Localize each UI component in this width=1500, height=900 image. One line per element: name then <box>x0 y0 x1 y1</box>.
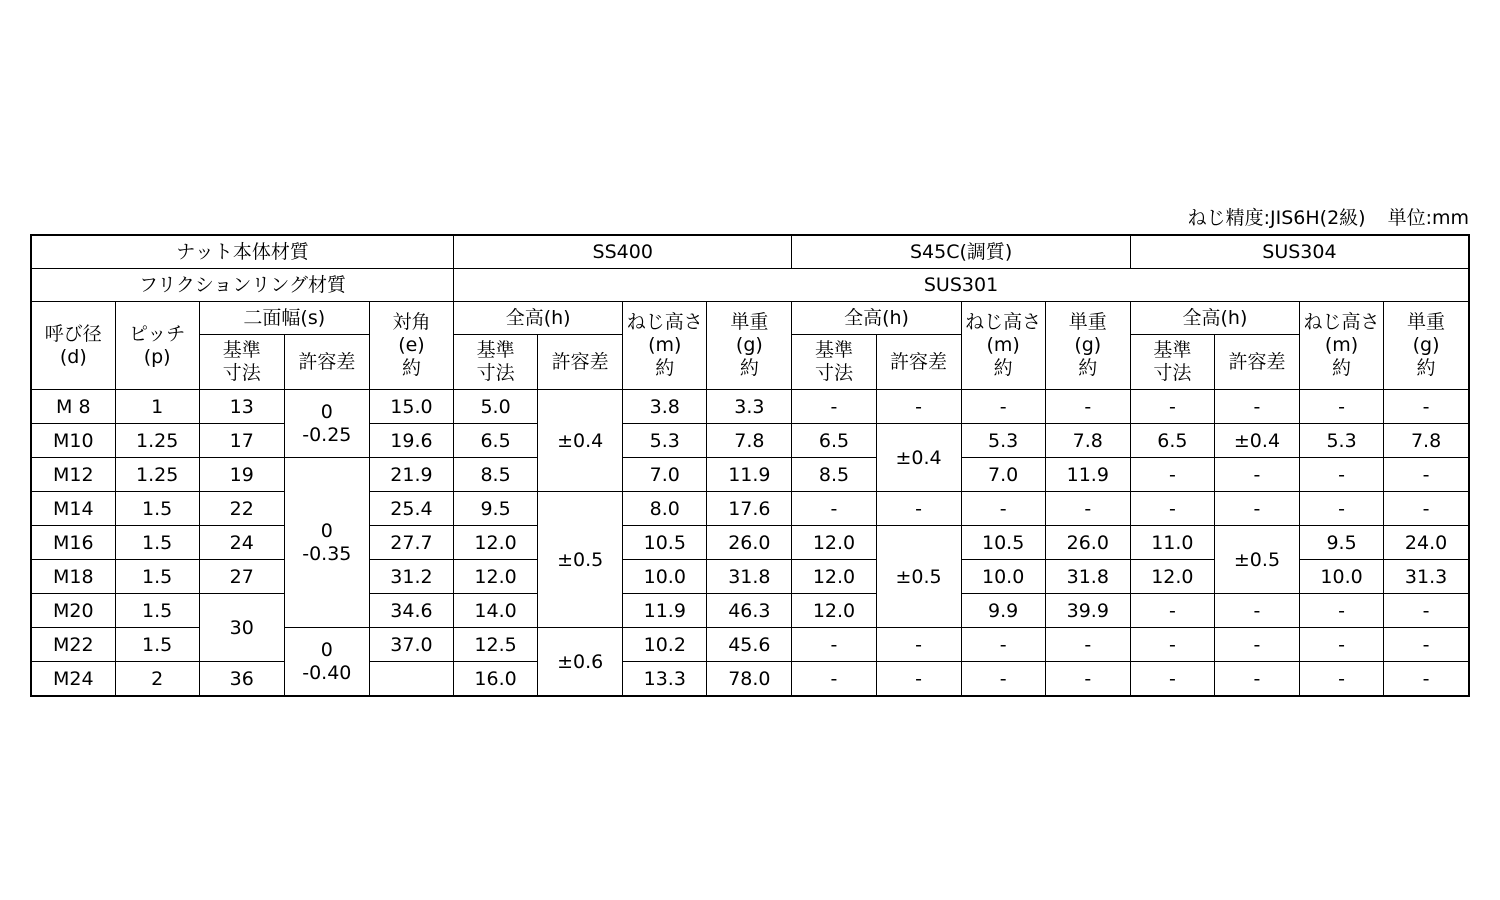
cell-sus-thread-height: - <box>1300 390 1384 424</box>
cell-width-tolerance: 0 -0.40 <box>284 628 369 697</box>
cell-width: 13 <box>199 390 284 424</box>
cell-s45-thread-height: 5.3 <box>961 424 1045 458</box>
table-row <box>31 594 1469 628</box>
cell-sus-weight: - <box>1384 492 1469 526</box>
cell-s45-height-tolerance: - <box>876 492 961 526</box>
s45-weight-header: 単重 (g) 約 <box>1045 302 1130 390</box>
cell-ss-thread-height: 10.0 <box>623 560 707 594</box>
cell-nominal: M10 <box>31 424 115 458</box>
cell-ss-thread-height: 8.0 <box>623 492 707 526</box>
cell-diagonal: 37.0 <box>369 628 453 662</box>
cell-diagonal: 27.7 <box>369 526 453 560</box>
cell-sus-weight: - <box>1384 390 1469 424</box>
material-row <box>31 235 1469 269</box>
cell-pitch: 1.5 <box>115 492 199 526</box>
sus-thread-height-header: ねじ高さ (m) 約 <box>1300 302 1384 390</box>
cell-width: 36 <box>199 662 284 697</box>
s45-height-tolerance-header: 許容差 <box>876 335 961 390</box>
cell-ss-thread-height: 3.8 <box>623 390 707 424</box>
cell-nominal: M20 <box>31 594 115 628</box>
spec-note <box>1188 203 1469 230</box>
s45-thread-height-header: ねじ高さ (m) 約 <box>961 302 1045 390</box>
cell-sus-weight: - <box>1384 662 1469 697</box>
cell-ss-height: 12.0 <box>454 560 538 594</box>
cell-ss-weight: 17.6 <box>707 492 792 526</box>
table-row <box>31 662 1469 697</box>
cell-sus-height-tolerance: - <box>1214 594 1299 628</box>
cell-ss-height: 6.5 <box>454 424 538 458</box>
ss-height-tolerance-header: 許容差 <box>538 335 623 390</box>
width-across-flats-header: 二面幅(s) <box>199 302 369 335</box>
cell-s45-height-tolerance: - <box>876 628 961 662</box>
cell-sus-height-tolerance: - <box>1214 628 1299 662</box>
cell-sus-height-tolerance: ±0.5 <box>1214 526 1299 594</box>
cell-s45-weight: 11.9 <box>1045 458 1130 492</box>
cell-ss-weight: 45.6 <box>707 628 792 662</box>
cell-sus-height-tolerance: - <box>1214 390 1299 424</box>
cell-s45-thread-height: 7.0 <box>961 458 1045 492</box>
cell-s45-weight: 26.0 <box>1045 526 1130 560</box>
cell-sus-weight: 7.8 <box>1384 424 1469 458</box>
ss-height-base-header: 基準 寸法 <box>454 335 538 390</box>
sus-height-header: 全高(h) <box>1130 302 1299 335</box>
cell-ss-height: 14.0 <box>454 594 538 628</box>
cell-pitch: 1.5 <box>115 526 199 560</box>
cell-ss-weight: 46.3 <box>707 594 792 628</box>
cell-ss-weight: 26.0 <box>707 526 792 560</box>
cell-width-tolerance: 0 -0.25 <box>284 390 369 458</box>
cell-s45-weight: - <box>1045 390 1130 424</box>
cell-sus-height: - <box>1130 662 1214 697</box>
cell-s45-height: 12.0 <box>792 594 876 628</box>
table-row <box>31 526 1469 560</box>
nut-material-label: ナット本体材質 <box>31 235 454 269</box>
cell-sus-height-tolerance: - <box>1214 492 1299 526</box>
cell-ss-weight: 7.8 <box>707 424 792 458</box>
cell-s45-height: - <box>792 390 876 424</box>
nominal-diameter-header: 呼び径 (d) <box>31 302 115 390</box>
unit-note: 単位:mm <box>1387 207 1469 229</box>
ring-material-label: フリクションリング材質 <box>31 269 454 302</box>
cell-width-tolerance: 0 -0.35 <box>284 458 369 628</box>
cell-width: 24 <box>199 526 284 560</box>
cell-sus-height: 12.0 <box>1130 560 1214 594</box>
cell-nominal: M14 <box>31 492 115 526</box>
column-header-row <box>31 302 1469 335</box>
cell-sus-weight: - <box>1384 594 1469 628</box>
cell-ss-height: 12.5 <box>454 628 538 662</box>
cell-nominal: M12 <box>31 458 115 492</box>
cell-s45-weight: - <box>1045 628 1130 662</box>
cell-s45-thread-height: 9.9 <box>961 594 1045 628</box>
cell-sus-weight: 31.3 <box>1384 560 1469 594</box>
cell-sus-thread-height: - <box>1300 458 1384 492</box>
cell-pitch: 2 <box>115 662 199 697</box>
cell-pitch: 1.5 <box>115 628 199 662</box>
table-row <box>31 458 1469 492</box>
table-row <box>31 424 1469 458</box>
cell-diagonal: 31.2 <box>369 560 453 594</box>
cell-diagonal <box>369 662 453 697</box>
cell-ss-height-tolerance: ±0.6 <box>538 628 623 697</box>
cell-s45-thread-height: - <box>961 390 1045 424</box>
cell-nominal: M 8 <box>31 390 115 424</box>
cell-sus-weight: - <box>1384 458 1469 492</box>
cell-ss-thread-height: 11.9 <box>623 594 707 628</box>
cell-ss-height: 5.0 <box>454 390 538 424</box>
cell-width: 19 <box>199 458 284 492</box>
cell-ss-weight: 31.8 <box>707 560 792 594</box>
cell-s45-weight: 31.8 <box>1045 560 1130 594</box>
width-base-header: 基準 寸法 <box>199 335 284 390</box>
cell-sus-thread-height: 9.5 <box>1300 526 1384 560</box>
cell-sus-thread-height: - <box>1300 492 1384 526</box>
cell-sus-height: - <box>1130 628 1214 662</box>
cell-s45-height: - <box>792 628 876 662</box>
nut-spec-table <box>30 234 1470 697</box>
cell-nominal: M16 <box>31 526 115 560</box>
cell-diagonal: 25.4 <box>369 492 453 526</box>
cell-pitch: 1.5 <box>115 594 199 628</box>
ring-material-row <box>31 269 1469 302</box>
s45-height-header: 全高(h) <box>792 302 961 335</box>
cell-diagonal: 15.0 <box>369 390 453 424</box>
cell-s45-height-tolerance: ±0.5 <box>876 526 961 628</box>
cell-s45-height-tolerance: - <box>876 662 961 697</box>
cell-width: 30 <box>199 594 284 662</box>
cell-sus-thread-height: - <box>1300 662 1384 697</box>
cell-sus-height: 6.5 <box>1130 424 1214 458</box>
cell-pitch: 1.25 <box>115 424 199 458</box>
table-row <box>31 390 1469 424</box>
cell-s45-thread-height: - <box>961 628 1045 662</box>
width-tolerance-header: 許容差 <box>284 335 369 390</box>
diagonal-header: 対角 (e) 約 <box>369 302 453 390</box>
cell-ss-weight: 3.3 <box>707 390 792 424</box>
cell-sus-thread-height: - <box>1300 594 1384 628</box>
cell-s45-height: - <box>792 492 876 526</box>
material-sus304: SUS304 <box>1130 235 1469 269</box>
cell-s45-weight: 39.9 <box>1045 594 1130 628</box>
cell-sus-height-tolerance: - <box>1214 458 1299 492</box>
table-row <box>31 492 1469 526</box>
cell-width: 17 <box>199 424 284 458</box>
cell-sus-thread-height: 5.3 <box>1300 424 1384 458</box>
cell-sus-height: - <box>1130 390 1214 424</box>
cell-s45-thread-height: - <box>961 492 1045 526</box>
s45-height-base-header: 基準 寸法 <box>792 335 876 390</box>
cell-ss-thread-height: 10.2 <box>623 628 707 662</box>
cell-sus-height-tolerance: ±0.4 <box>1214 424 1299 458</box>
cell-ss-height: 9.5 <box>454 492 538 526</box>
cell-s45-height-tolerance: - <box>876 390 961 424</box>
material-ss400: SS400 <box>454 235 792 269</box>
cell-s45-thread-height: 10.0 <box>961 560 1045 594</box>
cell-s45-weight: 7.8 <box>1045 424 1130 458</box>
sus-weight-header: 単重 (g) 約 <box>1384 302 1469 390</box>
sus-height-base-header: 基準 寸法 <box>1130 335 1214 390</box>
cell-ss-thread-height: 5.3 <box>623 424 707 458</box>
cell-sus-weight: 24.0 <box>1384 526 1469 560</box>
cell-ss-thread-height: 13.3 <box>623 662 707 697</box>
cell-s45-weight: - <box>1045 662 1130 697</box>
cell-width: 22 <box>199 492 284 526</box>
ss-thread-height-header: ねじ高さ (m) 約 <box>623 302 707 390</box>
cell-ss-weight: 11.9 <box>707 458 792 492</box>
cell-ss-height: 12.0 <box>454 526 538 560</box>
cell-s45-height: 8.5 <box>792 458 876 492</box>
ss-weight-header: 単重 (g) 約 <box>707 302 792 390</box>
cell-s45-height: 6.5 <box>792 424 876 458</box>
cell-s45-height: - <box>792 662 876 697</box>
thread-precision-note: ねじ精度:JIS6H(2級) <box>1187 207 1366 229</box>
cell-width: 27 <box>199 560 284 594</box>
sus-height-tolerance-header: 許容差 <box>1214 335 1299 390</box>
cell-sus-thread-height: - <box>1300 628 1384 662</box>
cell-sus-thread-height: 10.0 <box>1300 560 1384 594</box>
cell-s45-height: 12.0 <box>792 560 876 594</box>
cell-pitch: 1 <box>115 390 199 424</box>
cell-s45-weight: - <box>1045 492 1130 526</box>
cell-sus-weight: - <box>1384 628 1469 662</box>
ring-material-value: SUS301 <box>454 269 1469 302</box>
ss-height-header: 全高(h) <box>454 302 623 335</box>
cell-diagonal: 34.6 <box>369 594 453 628</box>
cell-nominal: M18 <box>31 560 115 594</box>
cell-nominal: M22 <box>31 628 115 662</box>
material-s45c: S45C(調質) <box>792 235 1130 269</box>
cell-ss-height-tolerance: ±0.4 <box>538 390 623 492</box>
cell-sus-height: - <box>1130 458 1214 492</box>
cell-sus-height: - <box>1130 492 1214 526</box>
cell-ss-thread-height: 10.5 <box>623 526 707 560</box>
cell-s45-thread-height: - <box>961 662 1045 697</box>
cell-diagonal: 19.6 <box>369 424 453 458</box>
cell-sus-height: 11.0 <box>1130 526 1214 560</box>
cell-pitch: 1.25 <box>115 458 199 492</box>
cell-ss-height: 8.5 <box>454 458 538 492</box>
cell-sus-height: - <box>1130 594 1214 628</box>
cell-s45-thread-height: 10.5 <box>961 526 1045 560</box>
cell-ss-height: 16.0 <box>454 662 538 697</box>
cell-ss-height-tolerance: ±0.5 <box>538 492 623 628</box>
pitch-header: ピッチ (p) <box>115 302 199 390</box>
cell-ss-weight: 78.0 <box>707 662 792 697</box>
cell-sus-height-tolerance: - <box>1214 662 1299 697</box>
cell-s45-height: 12.0 <box>792 526 876 560</box>
cell-ss-thread-height: 7.0 <box>623 458 707 492</box>
cell-pitch: 1.5 <box>115 560 199 594</box>
cell-nominal: M24 <box>31 662 115 697</box>
cell-s45-height-tolerance: ±0.4 <box>876 424 961 492</box>
cell-diagonal: 21.9 <box>369 458 453 492</box>
